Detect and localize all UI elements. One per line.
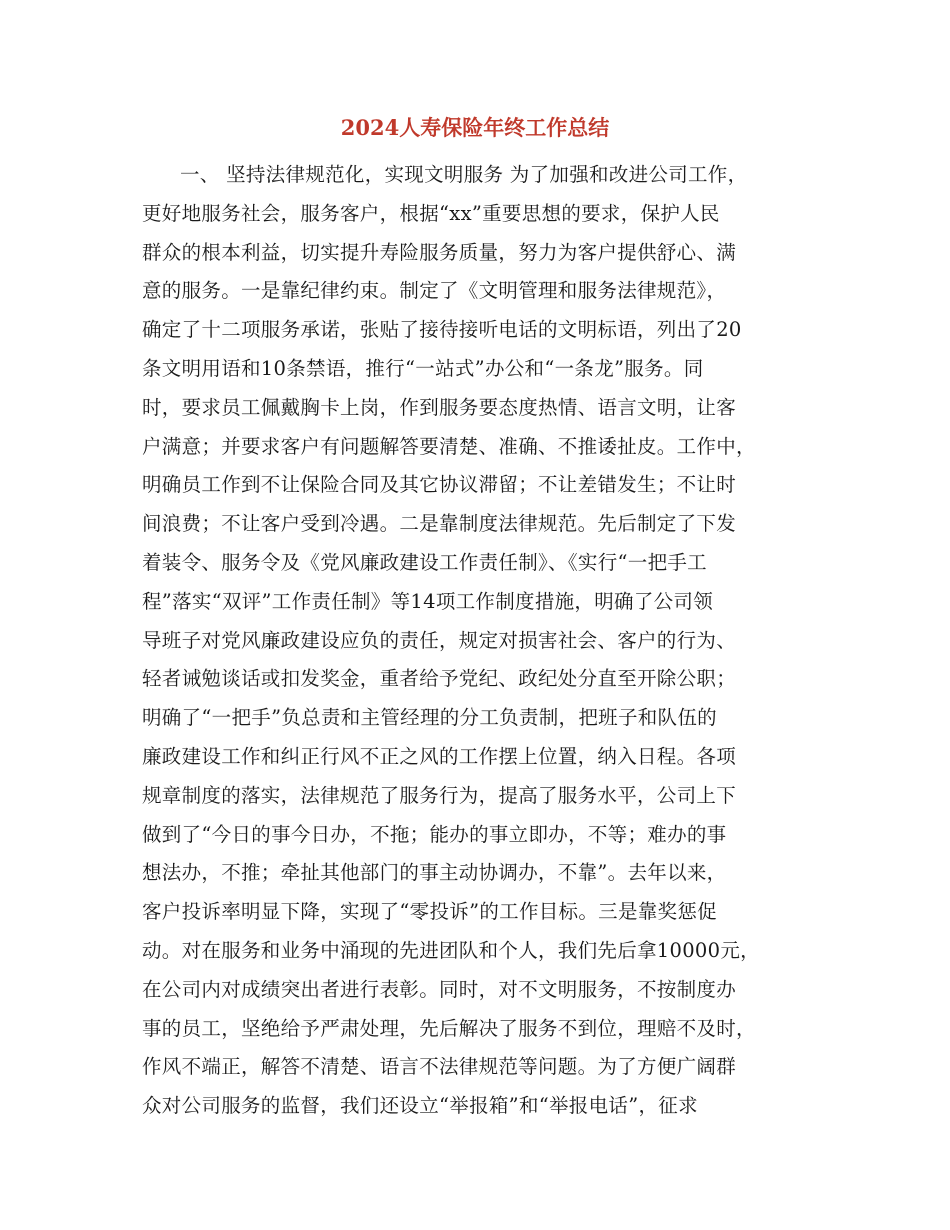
paragraph-line: 程”落实“双评”工作责任制》等14项工作制度措施，明确了公司领 [142, 589, 714, 613]
paragraph-line: 想法办，不推；牵扯其他部门的事主动协调办，不靠”。去年以来， [142, 861, 727, 885]
paragraph-line: 时，要求员工佩戴胸卡上岗，作到服务要态度热情、语言文明，让客 [142, 395, 737, 419]
document-title: 2024人寿保险年终工作总结 [340, 115, 610, 140]
paragraph-line: 在公司内对成绩突出者进行表彰。同时，对不文明服务，不按制度办 [142, 977, 737, 1001]
paragraph-line: 众对公司服务的监督，我们还设立“举报箱”和“举报电话”，征求 [142, 1094, 698, 1118]
document-body [142, 156, 807, 1126]
paragraph-line: 廉政建设工作和纠正行风不正之风的工作摆上位置，纳入日程。各项 [142, 744, 737, 768]
paragraph-line: 一、 坚持法律规范化，实现文明服务 为了加强和改进公司工作， [180, 163, 748, 186]
paragraph-line: 确定了十二项服务承诺，张贴了接待接听电话的文明标语，列出了20 [142, 318, 742, 342]
paragraph-line: 事的员工，坚绝给予严肃处理，先后解决了服务不到位，理赔不及时， [142, 1016, 756, 1040]
paragraph-line: 群众的根本利益，切实提升寿险服务质量，努力为客户提供舒心、满 [142, 240, 737, 264]
paragraph-line: 意的服务。一是靠纪律约束。制定了《文明管理和服务法律规范》， [142, 279, 727, 303]
paragraph-line: 明确了“一把手”负总责和主管经理的分工负责制，把班子和队伍的 [142, 706, 717, 730]
paragraph-line: 条文明用语和10条禁语，推行“一站式”办公和“一条龙”服务。同 [142, 356, 704, 380]
paragraph-line: 作风不端正，解答不清楚、语言不法律规范等问题。为了方便广阔群 [142, 1055, 737, 1079]
paragraph-line: 规章制度的落实，法律规范了服务行为，提高了服务水平，公司上下 [142, 783, 737, 807]
paragraph-line: 明确员工作到不让保险合同及其它协议滞留；不让差错发生；不让时 [142, 473, 737, 497]
paragraph-line: 客户投诉率明显下降，实现了“零投诉”的工作目标。三是靠奖惩促 [142, 900, 717, 924]
paragraph-line: 间浪费；不让客户受到冷遇。二是靠制度法律规范。先后制定了下发 [142, 512, 737, 536]
paragraph-line: 户满意；并要求客户有问题解答要清楚、准确、不推诿扯皮。工作中， [142, 434, 756, 458]
paragraph-line: 更好地服务社会，服务客户，根据“xx”重要思想的要求，保护人民 [142, 201, 720, 225]
paragraph-line: 动。对在服务和业务中涌现的先进团队和个人，我们先后拿10000元， [142, 938, 760, 962]
paragraph-line: 轻者诫勉谈话或扣发奖金，重者给予党纪、政纪处分直至开除公职； [142, 667, 737, 691]
paragraph-line: 着装令、服务令及《党风廉政建设工作责任制》、《实行“一把手工 [142, 550, 707, 574]
paragraph-line: 做到了“今日的事今日办，不拖；能办的事立即办，不等；难办的事 [142, 822, 727, 846]
paragraph-line: 导班子对党风廉政建设应负的责任，规定对损害社会、客户的行为、 [142, 628, 737, 652]
